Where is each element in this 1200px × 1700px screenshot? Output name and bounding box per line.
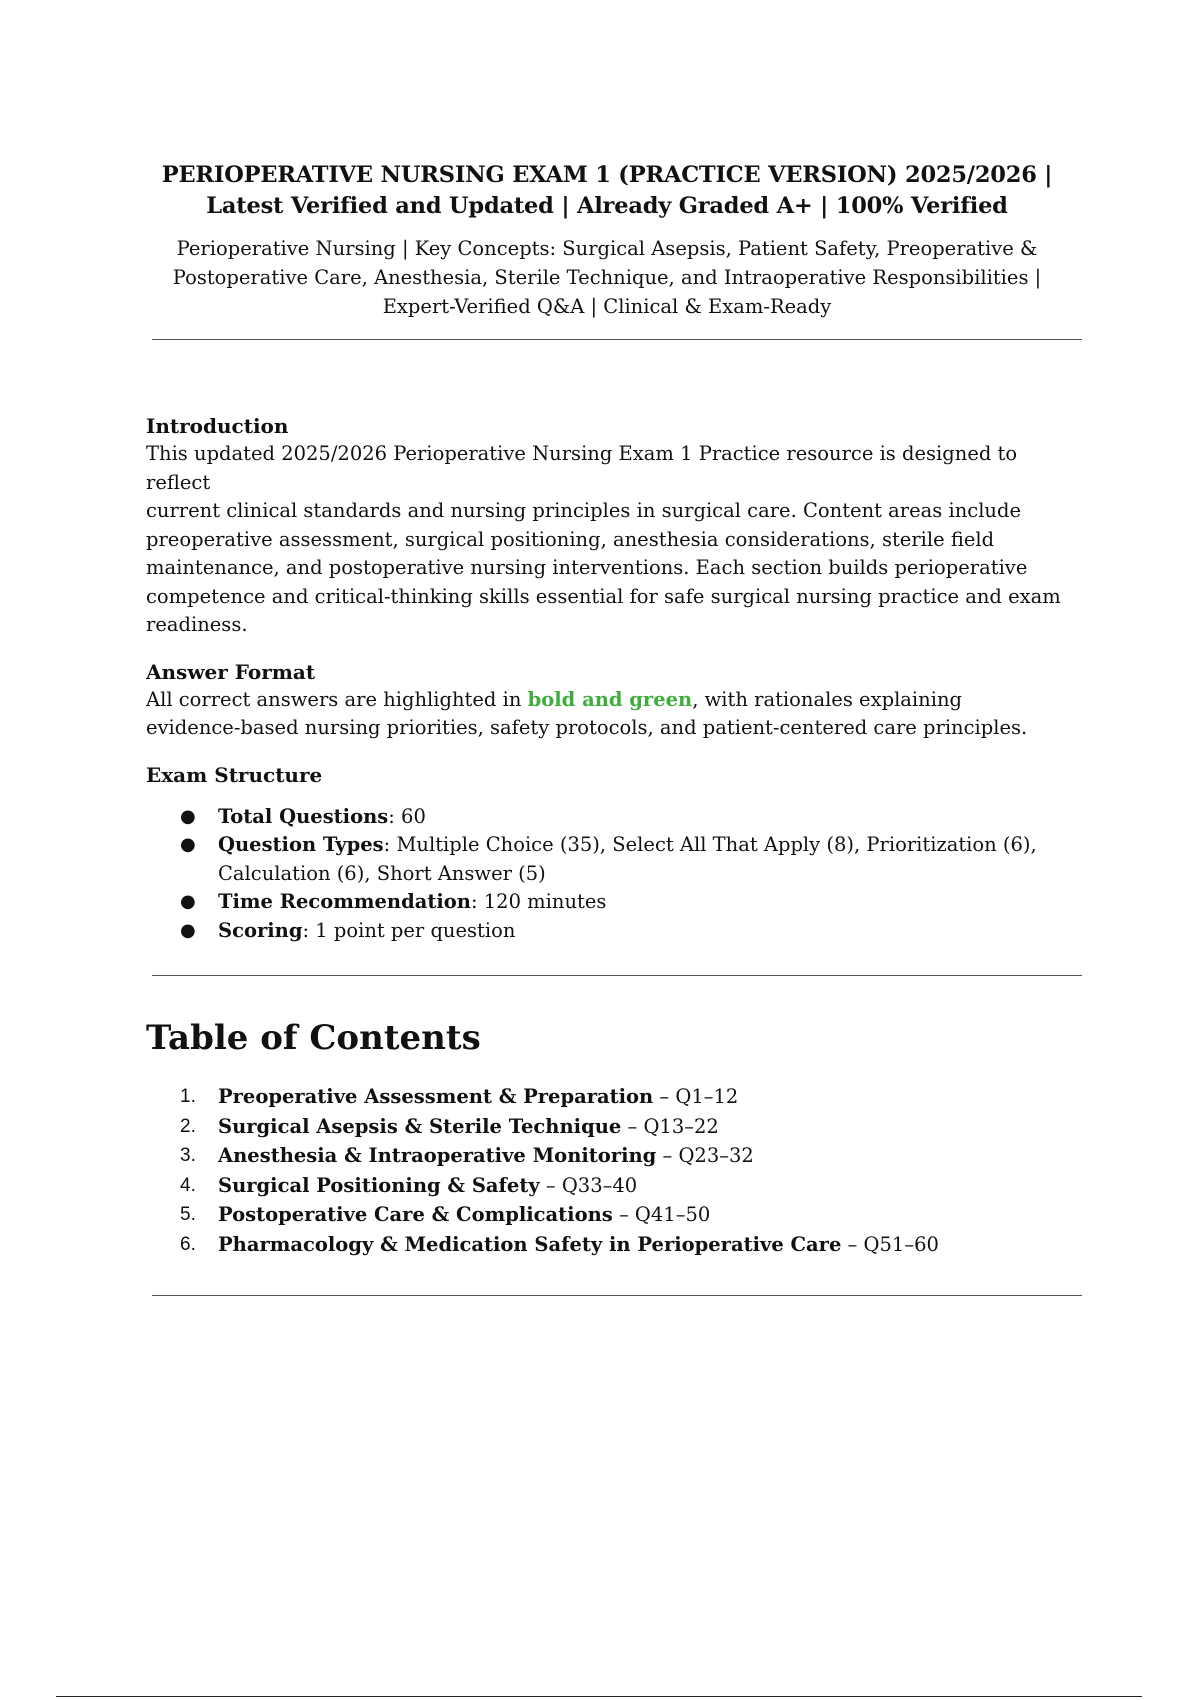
toc-label: Anesthesia & Intraoperative Monitoring [218, 1144, 657, 1167]
toc-item [180, 1141, 1068, 1171]
toc-range: – Q33–40 [539, 1173, 638, 1197]
subtitle-line-2: Postoperative Care, Anesthesia, Sterile Technique, and Intraoperative Responsibilities | [172, 266, 1042, 289]
toc-number: 1. [180, 1086, 196, 1107]
item-value: 60 [401, 804, 426, 828]
item-value: 1 point per question [315, 918, 516, 942]
answer-format-text: All correct answers are highlighted in [146, 687, 528, 711]
bullet-icon: ● [180, 834, 196, 855]
page-bottom-border [56, 1696, 1142, 1697]
bullet-icon: ● [180, 919, 196, 941]
toc-number: 4. [180, 1174, 196, 1196]
title-line-1: PERIOPERATIVE NURSING EXAM 1 (PRACTICE VERSION) 2025/2026 | [161, 162, 1053, 188]
answer-format-paragraph [146, 686, 1068, 743]
intro-line: readiness. [146, 613, 248, 636]
list-item [180, 803, 1068, 832]
exam-structure-heading: Exam Structure [146, 762, 323, 787]
toc-label: Preoperative Assessment & Preparation [218, 1085, 654, 1108]
exam-structure-list [146, 803, 1068, 946]
item-value: Multiple Choice (35), Select All That Apply (8), Prioritization (6), [396, 833, 1037, 856]
introduction-heading: Introduction [146, 414, 289, 438]
item-value-continued: Calculation (6), Short Answer (5) [218, 861, 546, 885]
toc-item [180, 1230, 1068, 1260]
toc-label: Postoperative Care & Complications [218, 1203, 613, 1226]
subtitle-line-3: Expert-Verified Q&A | Clinical & Exam-Ready [382, 295, 832, 318]
introduction-paragraph [146, 440, 1068, 640]
item-value: 120 minutes [483, 890, 607, 913]
intro-line: This updated 2025/2026 Perioperative Nursing Exam 1 Practice resource is designed to reflect [146, 442, 1018, 494]
item-label: Scoring [218, 918, 303, 942]
list-item [180, 888, 1068, 917]
toc-label: Surgical Asepsis & Sterile Technique [218, 1114, 622, 1138]
item-separator: : [302, 918, 316, 942]
toc-number: 3. [180, 1145, 196, 1166]
bullet-icon: ● [180, 805, 196, 827]
toc-range: – Q13–22 [621, 1114, 719, 1138]
item-label: Total Questions [218, 804, 389, 828]
item-separator: : [470, 890, 484, 913]
answer-format-heading: Answer Format [146, 659, 316, 684]
item-label: Time Recommendation [218, 890, 471, 913]
toc-label: Surgical Positioning & Safety [218, 1173, 540, 1197]
toc-label: Pharmacology & Medication Safety in Perioperative Care [218, 1232, 842, 1256]
highlight-example: bold and green [527, 687, 693, 711]
bullet-icon: ● [180, 891, 196, 912]
toc-item [180, 1200, 1068, 1230]
answer-format-text: evidence-based nursing priorities, safety protocols, and patient-centered care principles. [146, 716, 1028, 739]
toc-list [146, 1082, 1068, 1259]
item-separator: : [388, 804, 402, 828]
toc-range: – Q23–32 [656, 1144, 754, 1167]
title-line-2: Latest Verified and Updated | Already Graded A+ | 100% Verified [206, 193, 1008, 219]
intro-line: preoperative assessment, surgical positioning, anesthesia considerations, sterile field [146, 527, 995, 551]
divider [152, 339, 1082, 340]
intro-line: maintenance, and postoperative nursing interventions. Each section builds perioperative [146, 556, 1028, 579]
document-title [146, 160, 1068, 222]
list-item [180, 831, 1068, 888]
intro-line: competence and critical-thinking skills essential for safe surgical nursing practice and exam [146, 584, 1061, 608]
toc-range: – Q41–50 [612, 1203, 711, 1226]
toc-number: 5. [180, 1204, 196, 1225]
list-item [180, 917, 1068, 946]
answer-format-text: , with rationales explaining [692, 687, 963, 711]
toc-item [180, 1082, 1068, 1112]
subtitle-line-1: Perioperative Nursing | Key Concepts: Surgical Asepsis, Patient Safety, Preoperative & [176, 237, 1038, 260]
toc-number: 6. [180, 1233, 196, 1255]
toc-number: 2. [180, 1115, 196, 1137]
toc-title: Table of Contents [146, 1018, 481, 1058]
intro-line: current clinical standards and nursing principles in surgical care. Content areas include [146, 499, 1022, 522]
toc-range: – Q1–12 [653, 1085, 739, 1108]
item-separator: : [383, 833, 397, 856]
divider [152, 1295, 1082, 1296]
item-label: Question Types [218, 833, 384, 856]
toc-item [180, 1171, 1068, 1201]
divider [152, 975, 1082, 976]
document-page [146, 160, 1068, 1296]
toc-range: – Q51–60 [841, 1232, 939, 1256]
document-subtitle [146, 234, 1068, 321]
toc-item [180, 1112, 1068, 1142]
